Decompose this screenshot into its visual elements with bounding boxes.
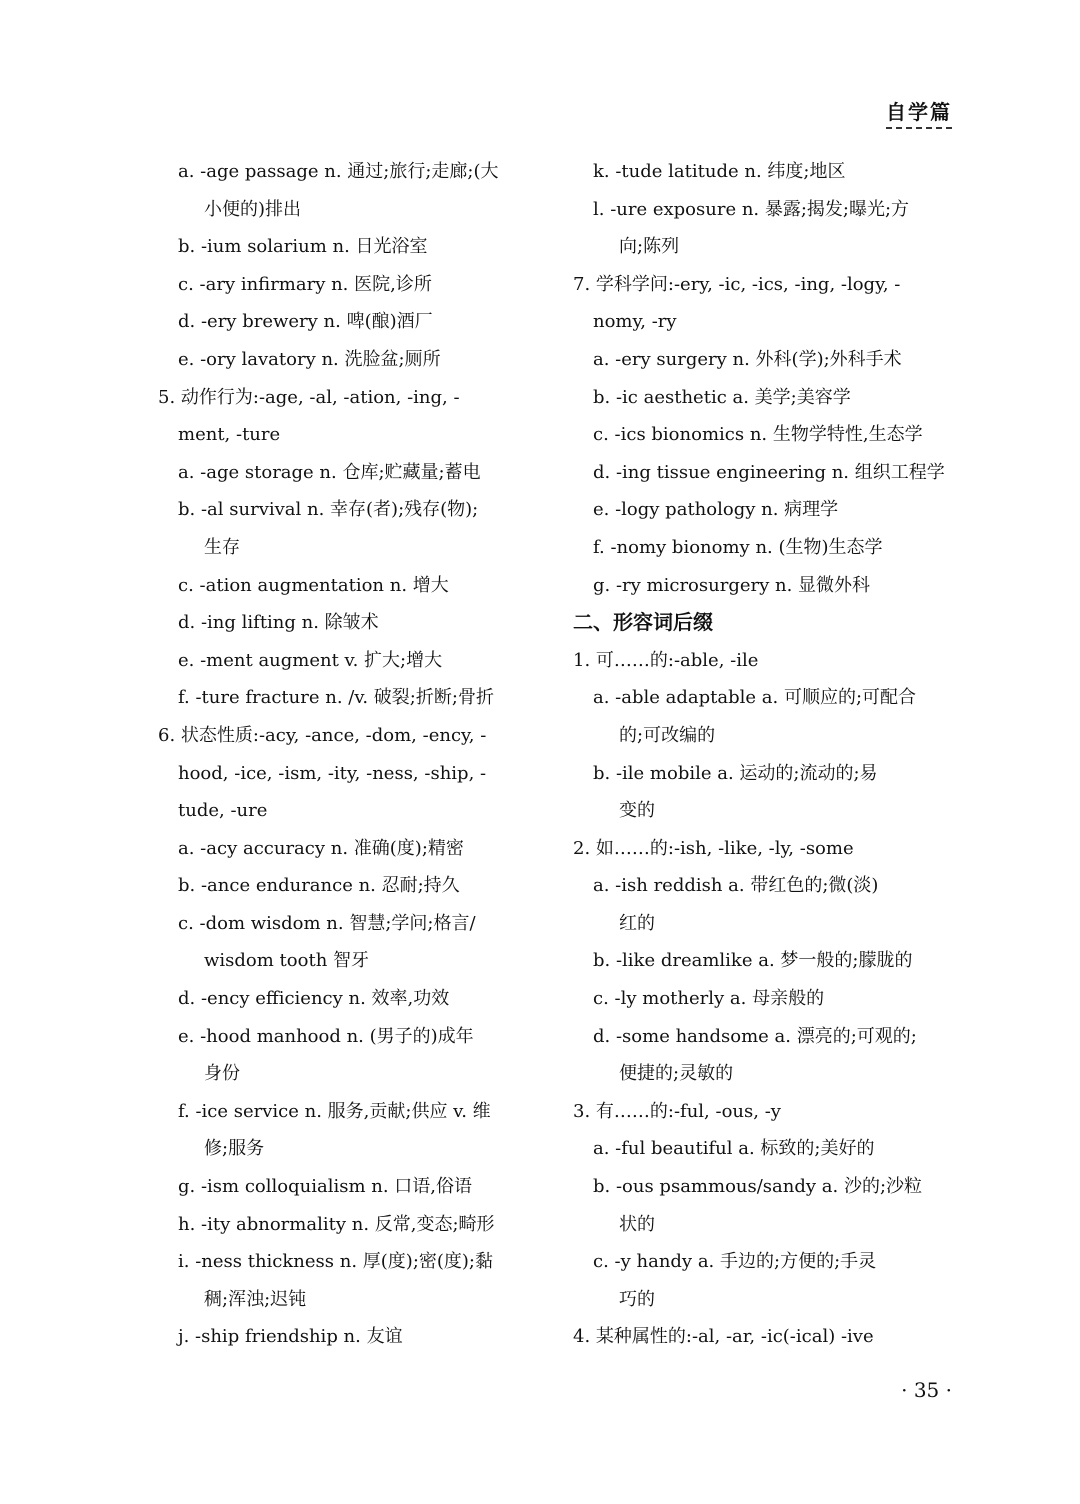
section-header: 自学篇 bbox=[886, 96, 952, 129]
entry-line: e. -logy pathology n. 病理学 bbox=[593, 499, 839, 521]
entry-line: b. -ous psammous/sandy a. 沙的;沙粒 bbox=[593, 1176, 923, 1198]
page-number: · 35 · bbox=[901, 1378, 952, 1402]
entry-line: a. -able adaptable a. 可顺应的;可配合 bbox=[593, 687, 917, 709]
entry-line: c. -ics bionomics n. 生物学特性,生态学 bbox=[593, 424, 923, 446]
entry-line: d. -ing tissue engineering n. 组织工程学 bbox=[593, 461, 945, 483]
entry-line: d. -ency efficiency n. 效率,功效 bbox=[178, 988, 450, 1010]
entry-line: f. -nomy bionomy n. (生物)生态学 bbox=[593, 536, 883, 558]
entry-line: e. -ment augment v. 扩大;增大 bbox=[178, 649, 443, 671]
entry-line: 变的 bbox=[619, 800, 655, 822]
entry-line: b. -al survival n. 幸存(者);残存(物); bbox=[178, 499, 479, 521]
entry-line: 状的 bbox=[619, 1213, 655, 1235]
entry-line: h. -ity abnormality n. 反常,变态;畸形 bbox=[178, 1213, 495, 1235]
entry-line: b. -ium solarium n. 日光浴室 bbox=[178, 236, 428, 258]
entry-line: a. -ful beautiful a. 标致的;美好的 bbox=[593, 1138, 875, 1160]
right-column bbox=[573, 153, 953, 1356]
left-column bbox=[158, 153, 538, 1356]
entry-line: c. -y handy a. 手边的;方便的;手灵 bbox=[593, 1251, 877, 1273]
category-heading: 3. 有……的:-ful, -ous, -y bbox=[573, 1100, 781, 1122]
entry-line: 向;陈列 bbox=[619, 236, 680, 258]
entry-line: 修;服务 bbox=[204, 1138, 265, 1160]
category-heading: 5. 动作行为:-age, -al, -ation, -ing, - bbox=[158, 386, 460, 408]
entry-line: b. -ile mobile a. 运动的;流动的;易 bbox=[593, 762, 878, 784]
entry-line: f. -ture fracture n. /v. 破裂;折断;骨折 bbox=[178, 687, 494, 709]
entry-line: b. -ance endurance n. 忍耐;持久 bbox=[178, 875, 460, 897]
entry-line: b. -like dreamlike a. 梦一般的;朦胧的 bbox=[593, 950, 913, 972]
category-heading: 4. 某种属性的:-al, -ar, -ic(-ical) -ive bbox=[573, 1326, 874, 1348]
entry-line: k. -tude latitude n. 纬度;地区 bbox=[593, 161, 846, 182]
entry-line: j. -ship friendship n. 友谊 bbox=[178, 1326, 403, 1348]
entry-line: g. -ry microsurgery n. 显微外科 bbox=[593, 574, 871, 596]
entry-line: f. -ice service n. 服务,贡献;供应 v. 维 bbox=[178, 1100, 491, 1122]
entry-line: a. -ish reddish a. 带红色的;微(淡) bbox=[593, 875, 879, 897]
entry-line: ment, -ture bbox=[178, 424, 281, 446]
entry-line: e. -ory lavatory n. 洗脸盆;厕所 bbox=[178, 348, 441, 370]
entry-line: i. -ness thickness n. 厚(度);密(度);黏 bbox=[178, 1251, 493, 1273]
entry-line: a. -age storage n. 仓库;贮藏量;蓄电 bbox=[178, 461, 481, 483]
entry-line: l. -ure exposure n. 暴露;揭发;曝光;方 bbox=[593, 198, 910, 220]
category-heading: 1. 可……的:-able, -ile bbox=[573, 649, 759, 671]
entry-line: 巧的 bbox=[619, 1288, 655, 1310]
entry-line: 身份 bbox=[204, 1063, 240, 1085]
entry-line: 生存 bbox=[204, 536, 240, 558]
section-heading: 二、形容词后缀 bbox=[573, 610, 713, 635]
entry-line: d. -ing lifting n. 除皱术 bbox=[178, 612, 379, 634]
entry-line: tude, -ure bbox=[178, 800, 268, 822]
entry-line: 便捷的;灵敏的 bbox=[619, 1063, 734, 1085]
entry-line: 稠;浑浊;迟钝 bbox=[204, 1288, 307, 1310]
entry-line: 的;可改编的 bbox=[619, 724, 716, 746]
entry-line: hood, -ice, -ism, -ity, -ness, -ship, - bbox=[178, 762, 487, 784]
entry-line: a. -ery surgery n. 外科(学);外科手术 bbox=[593, 348, 902, 370]
entry-line: a. -acy accuracy n. 准确(度);精密 bbox=[178, 837, 464, 859]
entry-line: c. -ly motherly a. 母亲般的 bbox=[593, 988, 825, 1010]
category-heading: 6. 状态性质:-acy, -ance, -dom, -ency, - bbox=[158, 724, 487, 746]
entry-line: nomy, -ry bbox=[593, 311, 677, 333]
entry-line: g. -ism colloquialism n. 口语,俗语 bbox=[178, 1176, 473, 1198]
entry-line: 红的 bbox=[619, 912, 655, 934]
entry-line: d. -ery brewery n. 啤(酿)酒厂 bbox=[178, 311, 433, 333]
entry-line: c. -dom wisdom n. 智慧;学问;格言/ bbox=[178, 912, 476, 934]
category-heading: 7. 学科学问:-ery, -ic, -ics, -ing, -logy, - bbox=[573, 273, 901, 295]
entry-line: 小便的)排出 bbox=[204, 198, 302, 220]
entry-line: c. -ary infirmary n. 医院,诊所 bbox=[178, 273, 432, 295]
entry-line: b. -ic aesthetic a. 美学;美容学 bbox=[593, 386, 851, 408]
entry-line: wisdom tooth 智牙 bbox=[204, 950, 370, 972]
entry-line: d. -some handsome a. 漂亮的;可观的; bbox=[593, 1025, 917, 1047]
entry-line: a. -age passage n. 通过;旅行;走廊;(大 bbox=[178, 161, 499, 182]
entry-line: c. -ation augmentation n. 增大 bbox=[178, 574, 449, 596]
category-heading: 2. 如……的:-ish, -like, -ly, -some bbox=[573, 837, 854, 859]
entry-line: e. -hood manhood n. (男子的)成年 bbox=[178, 1025, 474, 1047]
